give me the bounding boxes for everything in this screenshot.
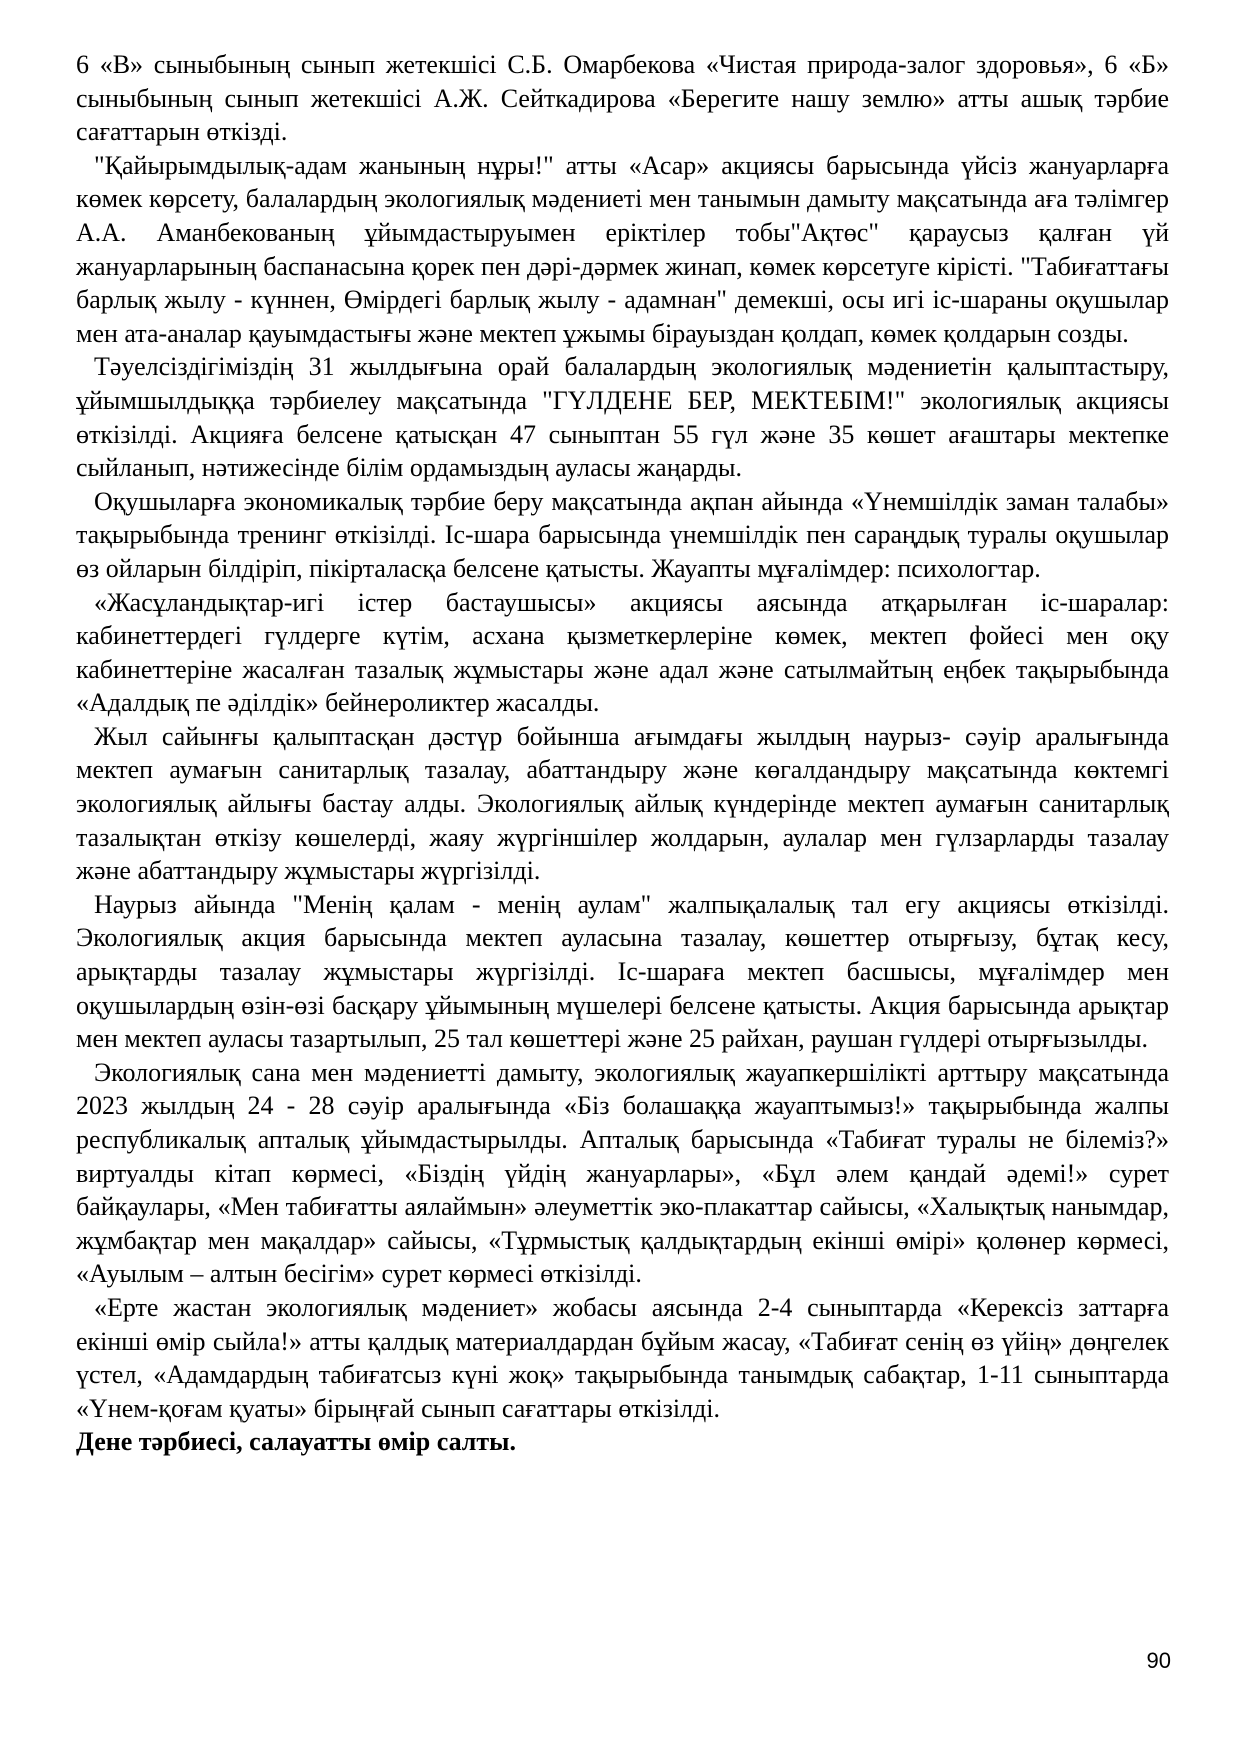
paragraph-independence-action: Тәуелсіздігіміздің 31 жылдығына орай балалардың экологиялық мәдениетін қалыптастыру, ұйымшылдыққа тәрбиелеу мақсатында "ГҮЛДЕНЕ БЕР, МЕКТЕБІМ!" экологиялық акциясы өткізілді. Акцияға белсене қатысқан 47 сыныптан 55 гүл және 35 көшет ағаштары мектепке сыйланып, нәтижесінде білім ордамыздың ауласы жаңарды.: [76, 352, 1169, 483]
paragraph-economy-training: Оқушыларға экономикалық тәрбие беру мақсатында ақпан айында «Үнемшілдік заман талабы» тақырыбында тренинг өткізілді. Іс-шара барысында үнемшілдік пен сараңдық туралы оқушылар өз ойларын білдіріп, пікірталасқа белсене қатысты. Жауапты мұғалімдер: психологтар.: [76, 486, 1169, 583]
paragraph-spring-month: Жыл сайынғы қалыптасқан дәстүр бойынша ағымдағы жылдың наурыз- сәуір аралығында мектеп аумағын санитарлық тазалау, абаттандыру және көгалдандыру мақсатында көктемгі экологиялық айлығы бастау алды. Экологиялық айлық күндерінде мектеп аумағын санитарлық тазалықтан өткізу көшелерді, жаяу жүргіншілер жолдарын, аулалар мен гүлзарларды тазалау және абаттандыру жұмыстары жүргізілді.: [76, 721, 1169, 886]
page-body: [76, 48, 1169, 1459]
paragraph-good-deeds-action: «Жасұландықтар-игі істер бастаушысы» акциясы аясында атқарылған іс-шаралар: кабинеттердегі гүлдерге күтім, асхана қызметкерлеріне көмек, мектеп фойесі мен оқу кабинеттеріне жасалған тазалық жұмыстары және адал және сатылмайтың еңбек тақырыбында «Адалдық пе әділдік» бейнероликтер жасалды.: [76, 587, 1169, 718]
page-number: 90: [1146, 1648, 1171, 1673]
section-heading: Дене тәрбиесі, салауатты өмір салты.: [76, 1427, 516, 1457]
paragraph-asar-action: "Қайырымдылық-адам жанының нұры!" атты «Асар» акциясы барысында үйсіз жануарларға көмек көрсету, балалардың экологиялық мәдениеті мен танымын дамыту мақсатында аға тәлімгер А.А. Аманбекованың ұйымдастыруымен еріктілер тобы"Ақтөс" қараусыз қалған үй жануарларының баспанасына қорек пен дәрі-дәрмек жинап, көмек көрсетуге кірісті. "Табиғаттағы барлық жылу - күннен, Өмірдегі барлық жылу - адамнан" демекші, осы игі іс-шараны оқушылар мен ата-аналар қауымдастығы және мектеп ұжымы бірауыздан қолдап, көмек қолдарын созды.: [76, 150, 1169, 348]
paragraph-tree-planting: Наурыз айында "Менің қалам - менің аулам" жалпықалалық тал егу акциясы өткізілді. Экологиялық акция барысында мектеп ауласына тазалау, көшеттер отырғызу, бұтақ кесу, арықтарды тазалау жұмыстары жүргізілді. Іс-шараға мектеп басшысы, мұғалімдер мен оқушылардың өзін-өзі басқару ұйымының мүшелері белсене қатысты. Акция барысында арықтар мен мектеп ауласы тазартылып, 25 тал көшеттері және 25 райхан, раушан гүлдері отырғызылды.: [76, 889, 1169, 1054]
paragraph-eco-culture-project: «Ерте жастан экологиялық мәдениет» жобасы аясында 2-4 сыныптарда «Керексіз заттарға екінші өмір сыйла!» атты қалдық материалдардан бұйым жасау, «Табиғат сенің өз үйің» дөңгелек үстел, «Адамдардың табиғатсыз күні жоқ» тақырыбында танымдық сабақтар, 1-11 сыныптарда «Үнем-қоғам қуаты» бірыңғай сынып сағаттары өткізілді.: [76, 1292, 1169, 1423]
paragraph-class-hours: 6 «В» сыныбының сынып жетекшісі С.Б. Омарбекова «Чистая природа-залог здоровья», 6 «Б» сыныбының сынып жетекшісі А.Ж. Сейткадирова «Берегите нашу землю» атты ашық тәрбие сағаттарын өткізді.: [76, 50, 1169, 147]
paragraph-eco-week: Экологиялық сана мен мәдениетті дамыту, экологиялық жауапкершілікті арттыру мақсатында 2023 жылдың 24 - 28 сәуір аралығында «Біз болашаққа жауаптымыз!» тақырыбында жалпы республикалық апталық ұйымдастырылды. Апталық барысында «Табиғат туралы не білеміз?» виртуалды кітап көрмесі, «Біздің үйдің жануарлары», «Бұл әлем қандай әдемі!» сурет байқаулары, «Мен табиғатты аялаймын» әлеуметтік эко-плакаттар сайысы, «Халықтық нанымдар, жұмбақтар мен мақалдар» сайысы, «Тұрмыстық қалдықтардың екінші өмірі» қолөнер көрмесі, «Ауылым – алтын бесігім» сурет көрмесі өткізілді.: [76, 1057, 1169, 1289]
